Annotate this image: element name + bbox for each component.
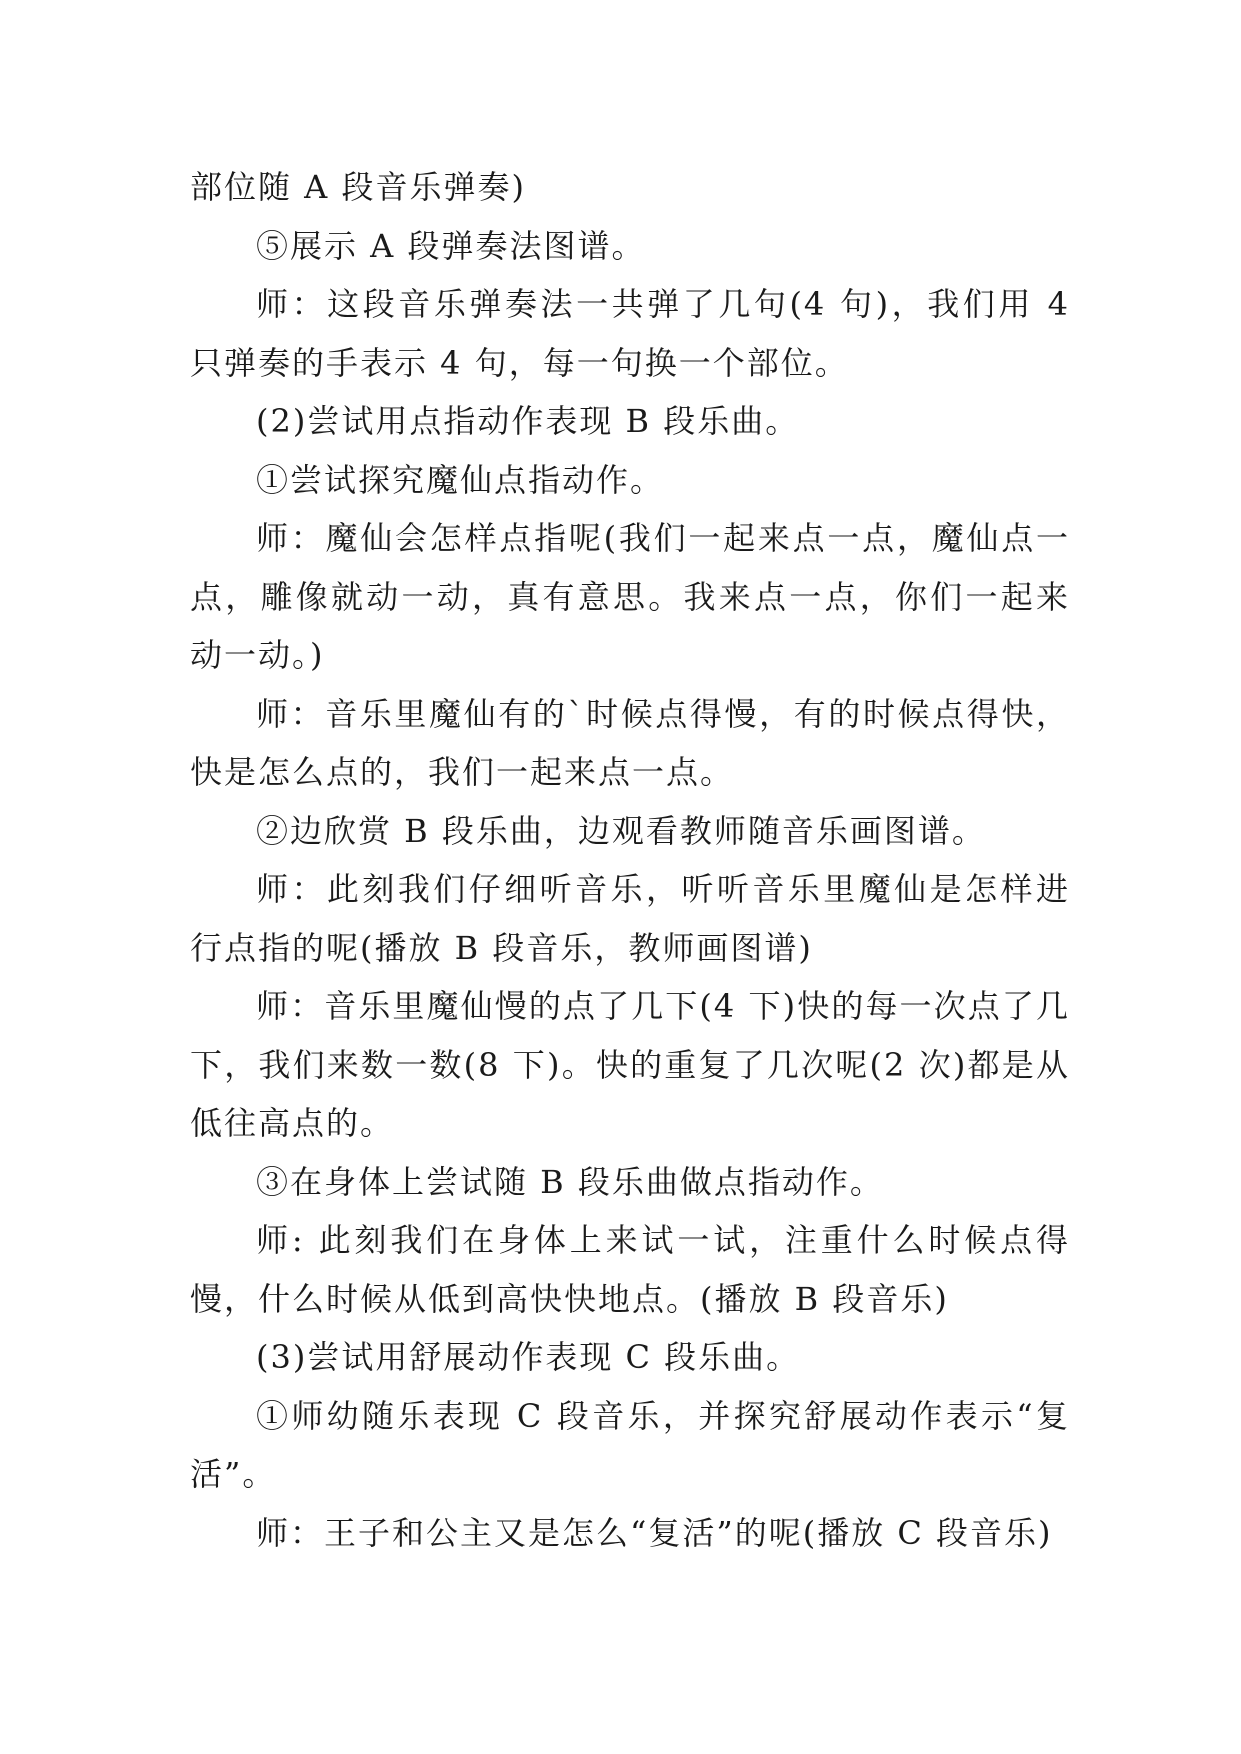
paragraph: 师：音乐里魔仙慢的点了几下(4 下)快的每一次点了几下，我们来数一数(8 下)。快的重复了几次呢(2 次)都是从低往高点的。 bbox=[190, 987, 1070, 1142]
paragraph: ①尝试探究魔仙点指动作。 bbox=[256, 460, 665, 499]
paragraph: ①师幼随乐表现 C 段音乐，并探究舒展动作表示“复活”。 bbox=[190, 1396, 1070, 1493]
paragraph: 师：王子和公主又是怎么“复活”的呢(播放 C 段音乐) bbox=[256, 1513, 1053, 1552]
paragraph: ②边欣赏 B 段乐曲，边观看教师随音乐画图谱。 bbox=[256, 811, 986, 850]
paragraph: 师：这段音乐弹奏法一共弹了几句(4 句)，我们用 4 只弹奏的手表示 4 句，每一句换一个部位。 bbox=[190, 285, 1070, 382]
paragraph: ⑤展示 A 段弹奏法图谱。 bbox=[256, 226, 646, 265]
paragraph: 师：此刻我们仔细听音乐，听听音乐里魔仙是怎样进行点指的呢(播放 B 段音乐，教师画图谱) bbox=[190, 870, 1070, 967]
paragraph: (3)尝试用舒展动作表现 C 段乐曲。 bbox=[256, 1338, 801, 1376]
paragraph: ③在身体上尝试随 B 段乐曲做点指动作。 bbox=[256, 1162, 884, 1201]
body-text bbox=[190, 158, 1070, 1562]
paragraph: 师: 此刻我们在身体上来试一试，注重什么时候点得慢，什么时候从低到高快快地点。(播放 B 段音乐) bbox=[190, 1221, 1070, 1318]
paragraph: 师：音乐里魔仙有的`时候点得慢，有的时候点得快，快是怎么点的，我们一起来点一点。 bbox=[190, 694, 1070, 791]
paragraph: (2)尝试用点指动作表现 B 段乐曲。 bbox=[256, 402, 800, 440]
paragraph: 部位随 A 段音乐弹奏) bbox=[190, 168, 526, 206]
paragraph: 师：魔仙会怎样点指呢(我们一起来点一点，魔仙点一点，雕像就动一动，真有意思。我来点一点，你们一起来动一动。) bbox=[190, 519, 1070, 674]
